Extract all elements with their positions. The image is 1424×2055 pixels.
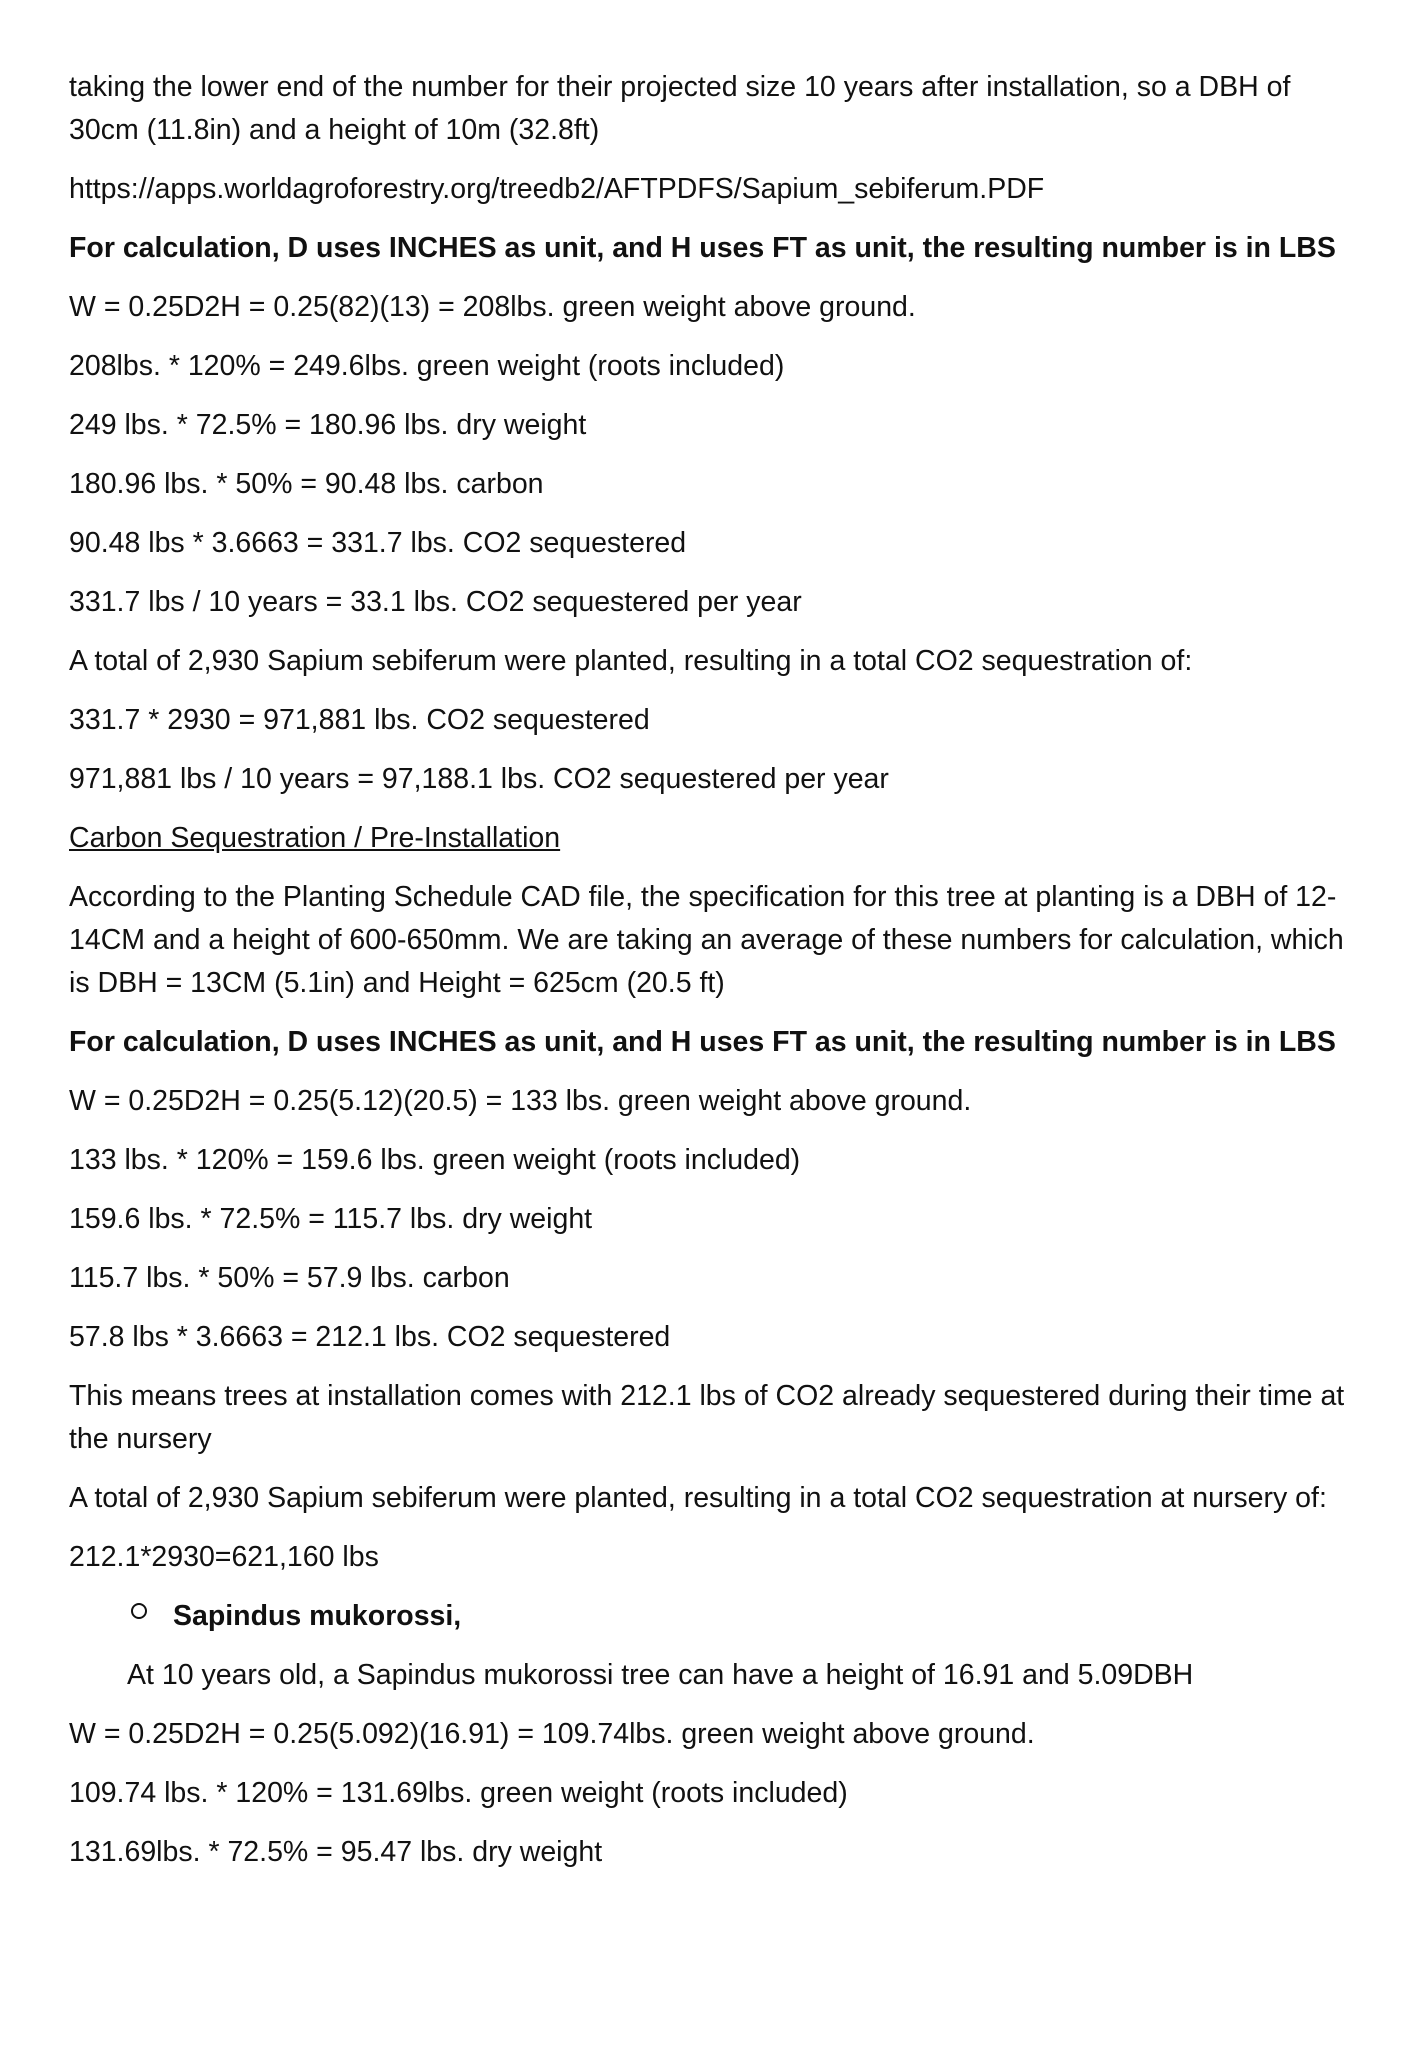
formula-roots-included: 208lbs. * 120% = 249.6lbs. green weight (roots included) bbox=[69, 350, 785, 382]
paragraph-total-planted: A total of 2,930 Sapium sebiferum were planted, resulting in a total CO2 sequestration of: bbox=[69, 645, 1193, 677]
paragraph-projected-size: taking the lower end of the number for their projected size 10 years after installation, so a DBH of 30cm (11.8in) and a height of 10m (32.8ft) bbox=[69, 71, 1291, 146]
formula-green-weight-2: W = 0.25D2H = 0.25(5.12)(20.5) = 133 lbs. green weight above ground. bbox=[69, 1085, 972, 1117]
source-url-link[interactable]: https://apps.worldagroforestry.org/treedb2/AFTPDFS/Sapium_sebiferum.PDF bbox=[69, 173, 1045, 205]
formula-green-weight: W = 0.25D2H = 0.25(82)(13) = 208lbs. green weight above ground. bbox=[69, 291, 916, 323]
formula-roots-included-3: 109.74 lbs. * 120% = 131.69lbs. green weight (roots included) bbox=[69, 1777, 848, 1809]
formula-roots-included-2: 133 lbs. * 120% = 159.6 lbs. green weight (roots included) bbox=[69, 1144, 801, 1176]
species-name-sapindus: Sapindus mukorossi, bbox=[173, 1600, 462, 1632]
calculation-note-heading: For calculation, D uses INCHES as unit, and H uses FT as unit, the resulting number is in LBS bbox=[69, 232, 1336, 264]
formula-nursery-total: 212.1*2930=621,160 lbs bbox=[69, 1541, 379, 1573]
formula-co2-per-year: 331.7 lbs / 10 years = 33.1 lbs. CO2 sequestered per year bbox=[69, 586, 802, 618]
formula-total-co2: 331.7 * 2930 = 971,881 lbs. CO2 sequestered bbox=[69, 704, 650, 736]
formula-dry-weight-3: 131.69lbs. * 72.5% = 95.47 lbs. dry weight bbox=[69, 1836, 603, 1868]
formula-co2-sequestered-2: 57.8 lbs * 3.6663 = 212.1 lbs. CO2 sequestered bbox=[69, 1321, 671, 1353]
calculation-note-heading-2: For calculation, D uses INCHES as unit, and H uses FT as unit, the resulting number is in LBS bbox=[69, 1026, 1336, 1058]
formula-green-weight-3: W = 0.25D2H = 0.25(5.092)(16.91) = 109.74lbs. green weight above ground. bbox=[69, 1718, 1035, 1750]
formula-dry-weight-2: 159.6 lbs. * 72.5% = 115.7 lbs. dry weight bbox=[69, 1203, 593, 1235]
paragraph-sapindus-size: At 10 years old, a Sapindus mukorossi tree can have a height of 16.91 and 5.09DBH bbox=[127, 1659, 1194, 1691]
hollow-bullet-icon bbox=[131, 1603, 147, 1619]
section-heading-pre-installation: Carbon Sequestration / Pre-Installation bbox=[69, 822, 561, 854]
paragraph-total-planted-nursery: A total of 2,930 Sapium sebiferum were planted, resulting in a total CO2 sequestration at nursery of: bbox=[69, 1482, 1327, 1514]
document-page bbox=[69, 66, 1359, 1890]
paragraph-planting-schedule: According to the Planting Schedule CAD file, the specification for this tree at planting is a DBH of 12-14CM and a height of 600-650mm. We are taking an average of these numbers for calculation, which is DBH = 13CM (5.1in) and Height = 625cm (20.5 ft) bbox=[69, 881, 1344, 999]
list-item-sapindus bbox=[131, 1595, 1359, 1638]
formula-carbon: 180.96 lbs. * 50% = 90.48 lbs. carbon bbox=[69, 468, 544, 500]
formula-co2-sequestered: 90.48 lbs * 3.6663 = 331.7 lbs. CO2 sequestered bbox=[69, 527, 687, 559]
formula-total-co2-per-year: 971,881 lbs / 10 years = 97,188.1 lbs. CO2 sequestered per year bbox=[69, 763, 889, 795]
formula-dry-weight: 249 lbs. * 72.5% = 180.96 lbs. dry weight bbox=[69, 409, 587, 441]
formula-carbon-2: 115.7 lbs. * 50% = 57.9 lbs. carbon bbox=[69, 1262, 510, 1294]
paragraph-nursery-co2: This means trees at installation comes with 212.1 lbs of CO2 already sequestered during their time at the nursery bbox=[69, 1380, 1345, 1455]
